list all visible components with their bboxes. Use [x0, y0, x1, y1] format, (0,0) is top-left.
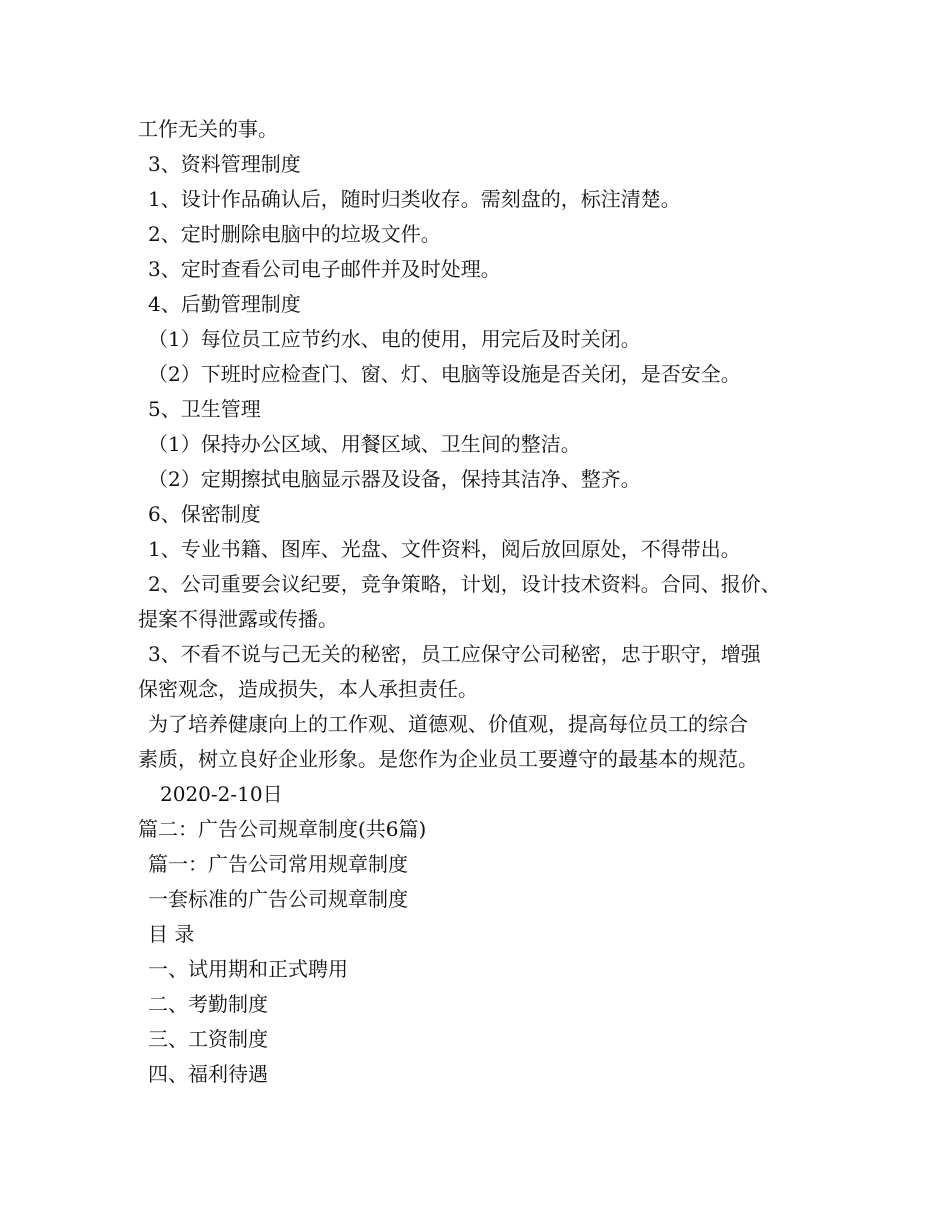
- section-heading: 5、卫生管理: [148, 397, 261, 421]
- list-item: （2）下班时应检查门、窗、灯、电脑等设施是否关闭，是否安全。: [148, 362, 741, 386]
- toc-item: 三、工资制度: [148, 1027, 268, 1051]
- list-item: 2、定时删除电脑中的垃圾文件。: [148, 222, 441, 246]
- document-body: [138, 112, 828, 1092]
- text-line: 素质，树立良好企业形象。是您作为企业员工要遵守的最基本的规范。: [138, 747, 758, 771]
- list-item: （2）定期擦拭电脑显示器及设备，保持其洁净、整齐。: [148, 467, 641, 491]
- list-item: （1）每位员工应节约水、电的使用，用完后及时关闭。: [148, 327, 641, 351]
- text-line: 工作无关的事。: [138, 117, 278, 141]
- list-item: 3、定时查看公司电子邮件并及时处理。: [148, 257, 501, 281]
- list-item: 3、不看不说与己无关的秘密，员工应保守公司秘密，忠于职守，增强: [148, 642, 761, 666]
- list-item: （1）保持办公区域、用餐区域、卫生间的整洁。: [148, 432, 581, 456]
- text-line: 保密观念，造成损失，本人承担责任。: [138, 677, 478, 701]
- list-item: 2、公司重要会议纪要，竞争策略，计划，设计技术资料。合同、报价、: [148, 572, 781, 596]
- sub-heading: 篇一：广告公司常用规章制度: [148, 852, 408, 876]
- section-heading: 4、后勤管理制度: [148, 292, 301, 316]
- list-item: 1、专业书籍、图库、光盘、文件资料，阅后放回原处，不得带出。: [148, 537, 741, 561]
- date-line: 2020-2-10日: [160, 782, 283, 806]
- chapter-heading: 篇二：广告公司规章制度(共6篇): [138, 817, 427, 841]
- toc-title: 目 录: [148, 922, 195, 946]
- list-item: 1、设计作品确认后，随时归类收存。需刻盘的，标注清楚。: [148, 187, 681, 211]
- toc-item: 二、考勤制度: [148, 992, 268, 1016]
- sub-heading: 一套标准的广告公司规章制度: [148, 887, 408, 911]
- toc-item: 一、试用期和正式聘用: [148, 957, 348, 981]
- toc-item: 四、福利待遇: [148, 1062, 268, 1086]
- text-line: 提案不得泄露或传播。: [138, 607, 338, 631]
- section-heading: 6、保密制度: [148, 502, 261, 526]
- section-heading: 3、资料管理制度: [148, 152, 301, 176]
- paragraph: 为了培养健康向上的工作观、道德观、价值观，提高每位员工的综合: [148, 712, 748, 736]
